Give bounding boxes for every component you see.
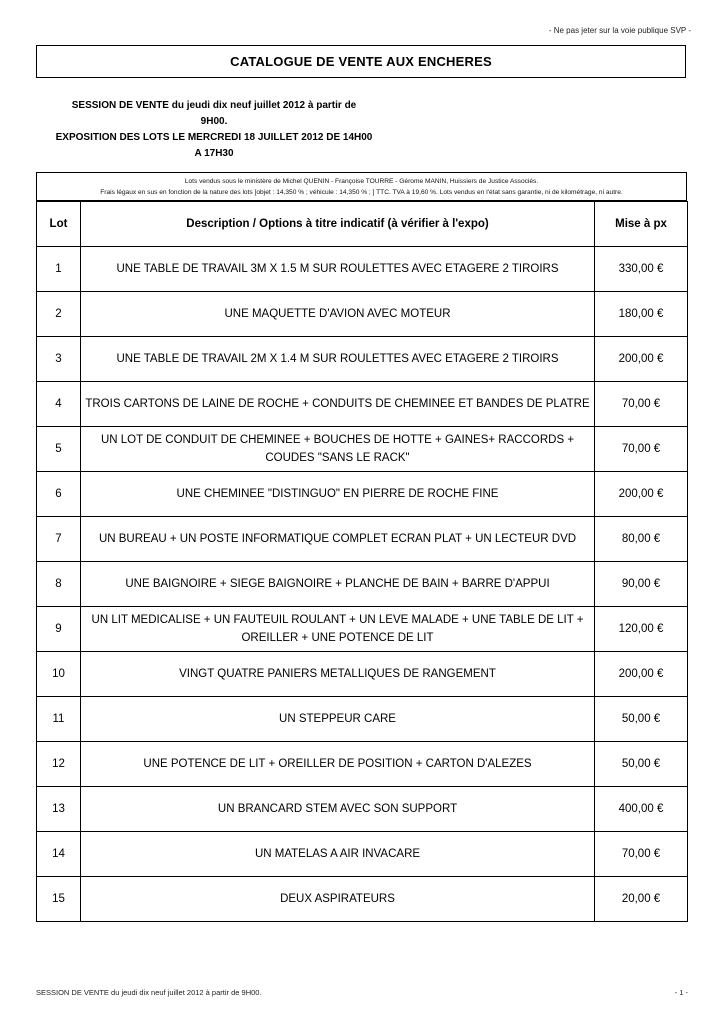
lot-description: UN LOT DE CONDUIT DE CHEMINEE + BOUCHES DE HOTTE + GAINES+ RACCORDS + COUDES "SANS LE RACK" bbox=[81, 427, 595, 472]
table-row bbox=[37, 607, 688, 652]
catalogue-title: CATALOGUE DE VENTE AUX ENCHERES bbox=[36, 45, 686, 78]
table-row bbox=[37, 472, 688, 517]
lot-price: 70,00 € bbox=[595, 427, 688, 472]
lot-number: 14 bbox=[37, 832, 81, 877]
column-header-price: Mise à px bbox=[595, 202, 688, 247]
lot-price: 400,00 € bbox=[595, 787, 688, 832]
top-note: - Ne pas jeter sur la voie publique SVP - bbox=[548, 26, 691, 35]
lot-price: 200,00 € bbox=[595, 652, 688, 697]
legal-line: Lots vendus sous le ministère de Michel QUENIN - Françoise TOURRE - Gérome MANIN, Huissiers de Justice Associés. bbox=[184, 178, 539, 185]
table-row bbox=[37, 247, 688, 292]
lot-description: UN BRANCARD STEM AVEC SON SUPPORT bbox=[81, 787, 595, 832]
lot-number: 9 bbox=[37, 607, 81, 652]
lot-description: UNE BAIGNOIRE + SIEGE BAIGNOIRE + PLANCHE DE BAIN + BARRE D'APPUI bbox=[81, 562, 595, 607]
lot-number: 4 bbox=[37, 382, 81, 427]
table-row bbox=[37, 292, 688, 337]
lot-price: 330,00 € bbox=[595, 247, 688, 292]
lot-price: 90,00 € bbox=[595, 562, 688, 607]
lot-price: 20,00 € bbox=[595, 877, 688, 922]
table-row bbox=[37, 427, 688, 472]
page-number: - 1 - bbox=[674, 988, 688, 997]
table-row bbox=[37, 832, 688, 877]
lot-price: 120,00 € bbox=[595, 607, 688, 652]
session-line: 9H00. bbox=[200, 116, 228, 127]
lot-price: 200,00 € bbox=[595, 472, 688, 517]
lot-price: 70,00 € bbox=[595, 832, 688, 877]
lot-number: 7 bbox=[37, 517, 81, 562]
lot-number: 5 bbox=[37, 427, 81, 472]
lot-description: UNE TABLE DE TRAVAIL 2M X 1.4 M SUR ROULETTES AVEC ETAGERE 2 TIROIRS bbox=[81, 337, 595, 382]
lot-number: 10 bbox=[37, 652, 81, 697]
table-row bbox=[37, 652, 688, 697]
lot-price: 50,00 € bbox=[595, 697, 688, 742]
lot-price: 180,00 € bbox=[595, 292, 688, 337]
table-row bbox=[37, 337, 688, 382]
legal-notice bbox=[36, 172, 687, 201]
lot-number: 15 bbox=[37, 877, 81, 922]
table-row bbox=[37, 742, 688, 787]
lot-number: 6 bbox=[37, 472, 81, 517]
exposition-line: A 17H30 bbox=[194, 148, 234, 159]
lot-description: UN MATELAS A AIR INVACARE bbox=[81, 832, 595, 877]
session-line: SESSION DE VENTE du jeudi dix neuf juillet 2012 à partir de bbox=[71, 100, 357, 111]
legal-line: Frais légaux en sus en fonction de la nature des lots [objet : 14,350 % ; véhicule : 14,350 % ; ] TTC. TVA à 19,60 %. Lots vendus en l'état sans garantie, ni de kilométrage, ni autre. bbox=[100, 189, 623, 196]
lot-description: DEUX ASPIRATEURS bbox=[81, 877, 595, 922]
exposition-line: EXPOSITION DES LOTS LE MERCREDI 18 JUILLET 2012 DE 14H00 bbox=[55, 132, 373, 143]
table-header-row bbox=[37, 202, 688, 247]
column-header-description: Description / Options à titre indicatif (à vérifier à l'expo) bbox=[81, 202, 595, 247]
table-row bbox=[37, 787, 688, 832]
lot-price: 70,00 € bbox=[595, 382, 688, 427]
lots-table bbox=[36, 201, 688, 922]
lot-description: UN BUREAU + UN POSTE INFORMATIQUE COMPLET ECRAN PLAT + UN LECTEUR DVD bbox=[81, 517, 595, 562]
lot-description: UNE POTENCE DE LIT + OREILLER DE POSITION + CARTON D'ALEZES bbox=[81, 742, 595, 787]
lot-number: 8 bbox=[37, 562, 81, 607]
footer-session: SESSION DE VENTE du jeudi dix neuf juillet 2012 à partir de 9H00. bbox=[36, 988, 262, 997]
table-row bbox=[37, 877, 688, 922]
session-info bbox=[36, 98, 392, 162]
table-row bbox=[37, 382, 688, 427]
lot-number: 12 bbox=[37, 742, 81, 787]
table-row bbox=[37, 697, 688, 742]
lot-description: UNE TABLE DE TRAVAIL 3M X 1.5 M SUR ROULETTES AVEC ETAGERE 2 TIROIRS bbox=[81, 247, 595, 292]
lot-number: 11 bbox=[37, 697, 81, 742]
lot-number: 13 bbox=[37, 787, 81, 832]
lot-number: 3 bbox=[37, 337, 81, 382]
table-row bbox=[37, 562, 688, 607]
lot-number: 2 bbox=[37, 292, 81, 337]
lot-description: UN LIT MEDICALISE + UN FAUTEUIL ROULANT + UN LEVE MALADE + UNE TABLE DE LIT + OREILLER + UNE POTENCE DE LIT bbox=[81, 607, 595, 652]
lot-description: UNE MAQUETTE D'AVION AVEC MOTEUR bbox=[81, 292, 595, 337]
lot-description: VINGT QUATRE PANIERS METALLIQUES DE RANGEMENT bbox=[81, 652, 595, 697]
lot-price: 200,00 € bbox=[595, 337, 688, 382]
table-row bbox=[37, 517, 688, 562]
lot-price: 50,00 € bbox=[595, 742, 688, 787]
column-header-lot: Lot bbox=[37, 202, 81, 247]
lot-description: UN STEPPEUR CARE bbox=[81, 697, 595, 742]
lot-description: TROIS CARTONS DE LAINE DE ROCHE + CONDUITS DE CHEMINEE ET BANDES DE PLATRE bbox=[81, 382, 595, 427]
lot-number: 1 bbox=[37, 247, 81, 292]
lot-description: UNE CHEMINEE "DISTINGUO" EN PIERRE DE ROCHE FINE bbox=[81, 472, 595, 517]
lot-price: 80,00 € bbox=[595, 517, 688, 562]
